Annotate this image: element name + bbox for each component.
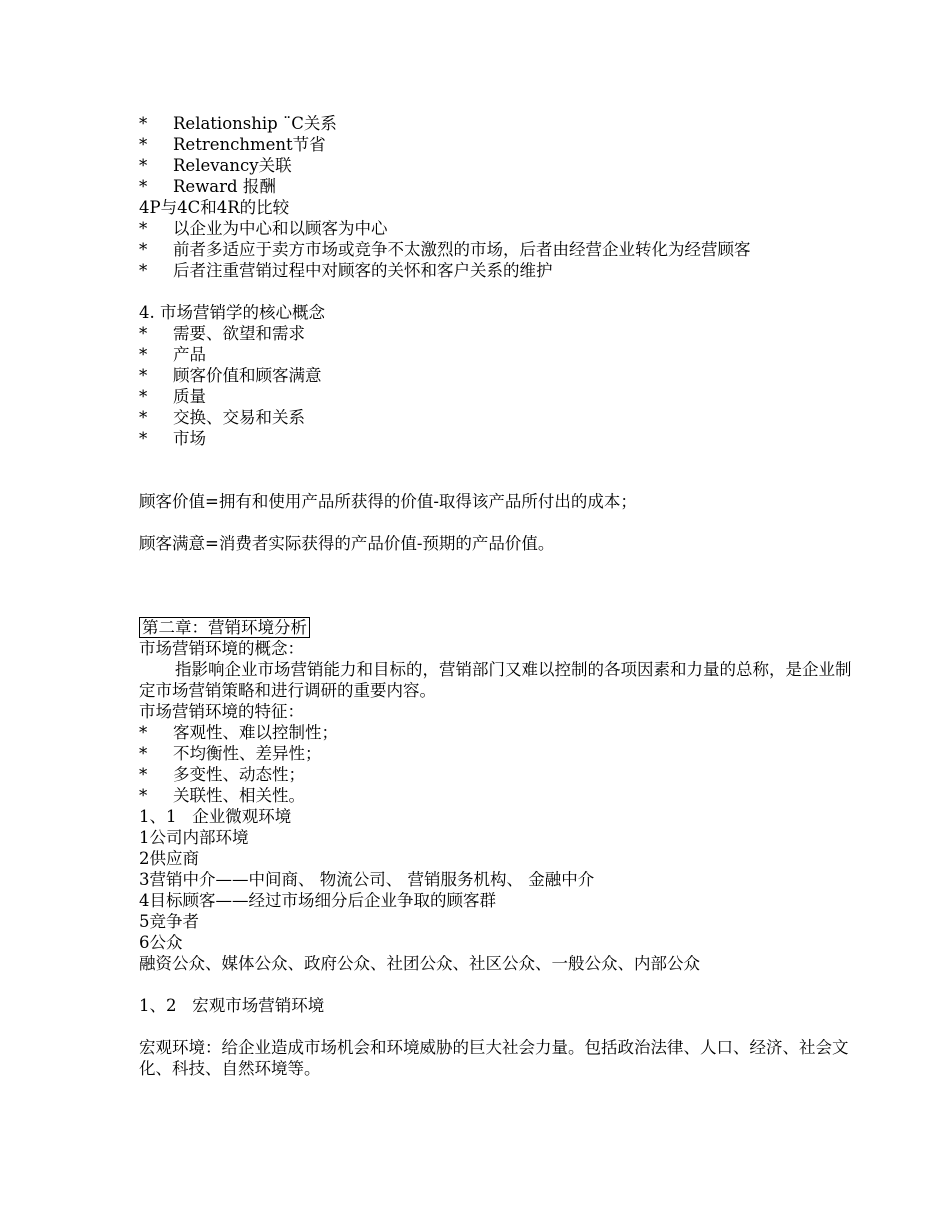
bullet-marker: * bbox=[139, 345, 148, 364]
spacer bbox=[139, 1016, 859, 1037]
compare-title: 4P与4C和4R的比较 bbox=[139, 198, 290, 217]
spacer bbox=[139, 974, 859, 995]
spacer bbox=[139, 575, 859, 596]
list-item: * 交换、交易和关系 bbox=[139, 408, 305, 427]
bullet-marker: * bbox=[139, 366, 148, 385]
bullet-marker: * bbox=[139, 135, 148, 154]
list-item: * 质量 bbox=[139, 387, 206, 406]
bullet-marker: * bbox=[139, 723, 148, 742]
micro-title: 1、1 企业微观环境 bbox=[139, 807, 292, 826]
section-title: 4. 市场营销学的核心概念 bbox=[139, 303, 325, 322]
bullet-marker: * bbox=[139, 156, 148, 175]
bullet-marker: * bbox=[139, 261, 148, 280]
list-item: * 需要、欲望和需求 bbox=[139, 324, 305, 343]
bullet-marker: * bbox=[139, 765, 148, 784]
list-item: * 顾客价值和顾客满意 bbox=[139, 366, 322, 385]
satisfaction-formula: 顾客满意=消费者实际获得的产品价值-预期的产品价值。 bbox=[139, 534, 555, 553]
list-item: 4目标顾客——经过市场细分后企业争取的顾客群 bbox=[139, 891, 496, 910]
list-item: * 市场 bbox=[139, 429, 206, 448]
list-item: * 前者多适应于卖方市场或竞争不太激烈的市场，后者由经营企业转化为经营顾客 bbox=[139, 240, 751, 259]
spacer bbox=[139, 449, 859, 470]
list-item: * 产品 bbox=[139, 345, 206, 364]
list-item: * 客观性、难以控制性； bbox=[139, 723, 338, 742]
spacer bbox=[139, 596, 859, 617]
bullet-marker: * bbox=[139, 744, 148, 763]
chapter-heading-row bbox=[139, 617, 859, 638]
document-page bbox=[139, 113, 859, 1079]
bullet-marker: * bbox=[139, 219, 148, 238]
value-formula: 顾客价值=拥有和使用产品所获得的价值-取得该产品所付出的成本； bbox=[139, 492, 637, 511]
bullet-marker: * bbox=[139, 240, 148, 259]
list-item: 6公众 bbox=[139, 933, 183, 952]
bullet-marker: * bbox=[139, 387, 148, 406]
bullet-marker: * bbox=[139, 786, 148, 805]
list-item: * 后者注重营销过程中对顾客的关怀和客户关系的维护 bbox=[139, 261, 553, 280]
list-item: * 多变性、动态性； bbox=[139, 765, 305, 784]
list-item: * 以企业为中心和以顾客为中心 bbox=[139, 219, 388, 238]
spacer bbox=[139, 470, 859, 491]
list-item: * 不均衡性、差异性； bbox=[139, 744, 322, 763]
list-item: * Relevancy关联 bbox=[139, 156, 292, 175]
spacer bbox=[139, 554, 859, 575]
bullet-marker: * bbox=[139, 114, 148, 133]
macro-title: 1、2 宏观市场营销环境 bbox=[139, 996, 325, 1015]
list-item: * Reward 报酬 bbox=[139, 177, 276, 196]
list-item: 3营销中介——中间商、 物流公司、 营销服务机构、 金融中介 bbox=[139, 870, 595, 889]
spacer bbox=[139, 281, 859, 302]
list-item: * Relationship ¨C关系 bbox=[139, 114, 337, 133]
publics-list: 融资公众、媒体公众、政府公众、社团公众、社区公众、一般公众、内部公众 bbox=[139, 954, 700, 973]
macro-paragraph: 宏观环境：给企业造成市场机会和环境威胁的巨大社会力量。包括政治法律、人口、经济、社会文化、科技、自然环境等。 bbox=[139, 1038, 849, 1078]
features-title: 市场营销环境的特征： bbox=[139, 702, 304, 721]
chapter-heading: 第二章：营销环境分析 bbox=[139, 617, 310, 638]
list-item: * Retrenchment节省 bbox=[139, 135, 326, 154]
bullet-marker: * bbox=[139, 429, 148, 448]
bullet-marker: * bbox=[139, 408, 148, 427]
list-item: 2供应商 bbox=[139, 849, 199, 868]
bullet-marker: * bbox=[139, 324, 148, 343]
concept-paragraph: 指影响企业市场营销能力和目标的，营销部门又难以控制的各项因素和力量的总称，是企业制定市场营销策略和进行调研的重要内容。 bbox=[139, 660, 852, 700]
bullet-marker: * bbox=[139, 177, 148, 196]
list-item: 1公司内部环境 bbox=[139, 828, 249, 847]
spacer bbox=[139, 512, 859, 533]
list-item: * 关联性、相关性。 bbox=[139, 786, 305, 805]
concept-title: 市场营销环境的概念： bbox=[139, 639, 304, 658]
list-item: 5竞争者 bbox=[139, 912, 199, 931]
